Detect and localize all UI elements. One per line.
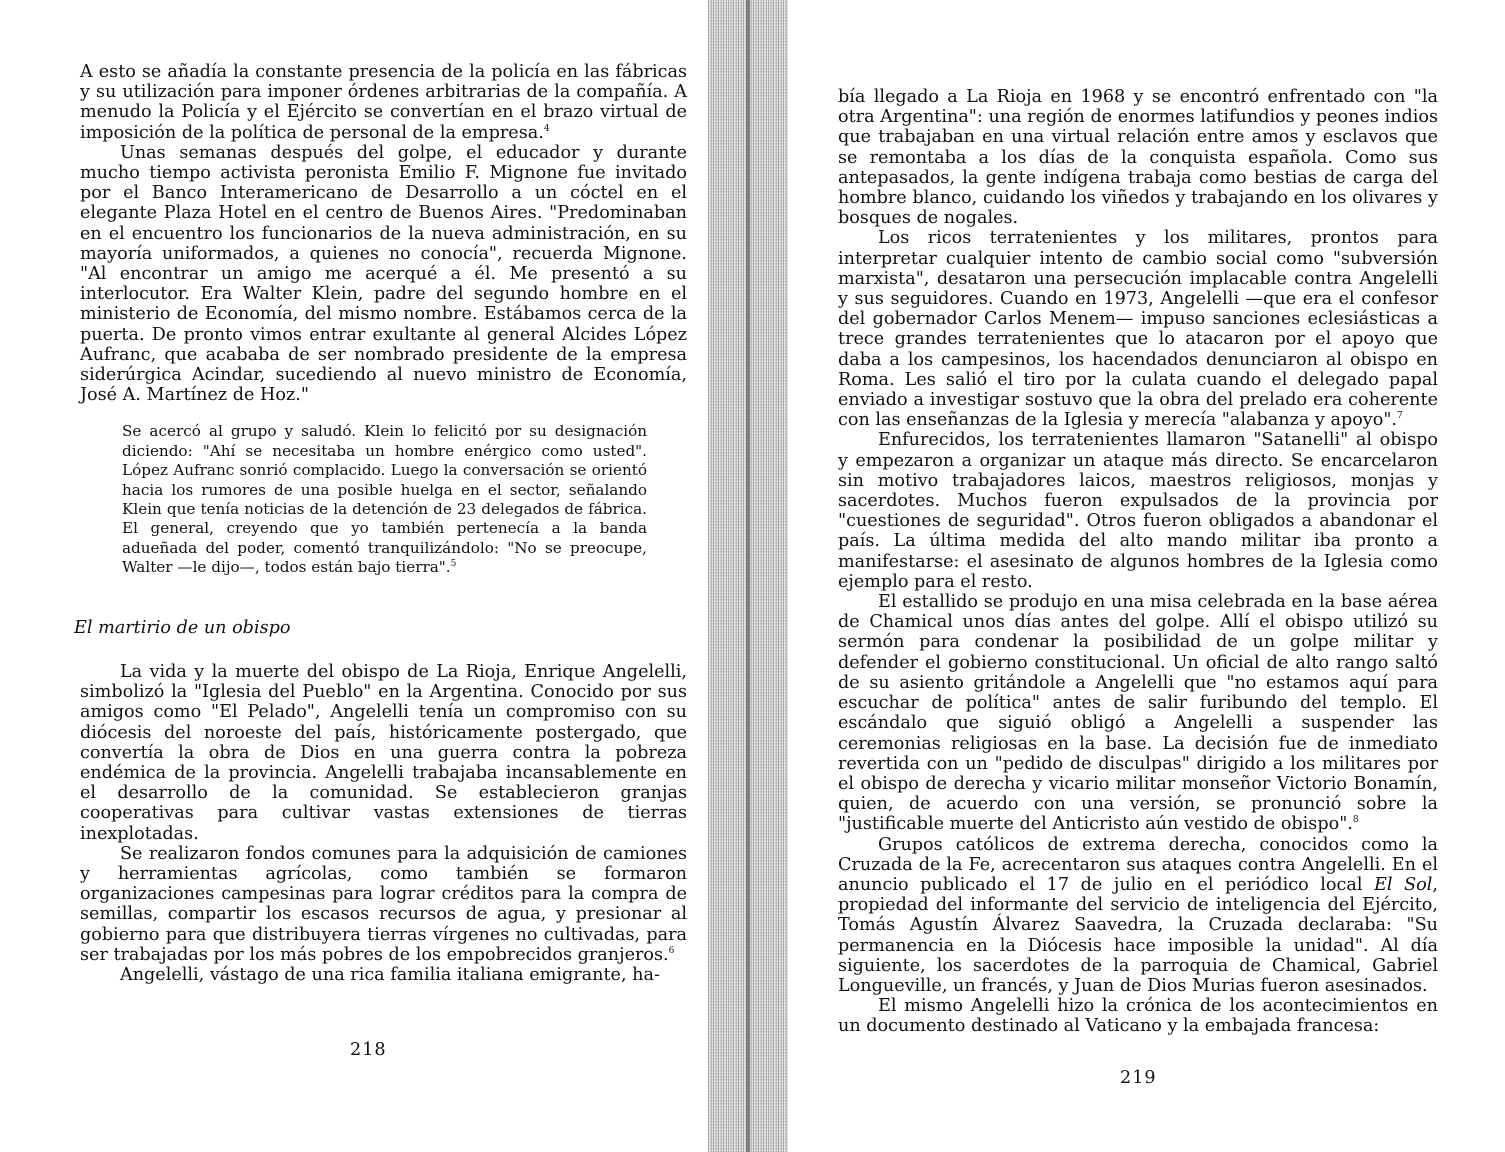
page-number: 219: [1120, 1068, 1157, 1088]
paragraph: bía llegado a La Rioja en 1968 y se encontró enfrentado con "la otra Argentina": una región de enormes latifundios y peones indios que trabajaban en una virtual relación entre amos y esclavos que se remontaba a los días de la conquista española. Como sus antepasados, la gente indígena trabaja como bestias de carga del hombre blanco, cuidando los viñedos y trabajando en los olivares y bosques de nogales.: [838, 87, 1438, 229]
paragraph: Enfurecidos, los terratenientes llamaron "Satanelli" al obispo y empezaron a organizar un ataque más directo. Se encarcelaron sin motivo trabajadores laicos, maestros religiosos, monjas y sacerdotes. Muchos fueron expulsados de la provincia por "cuestiones de seguridad". Otros fueron obligados a abandonar el país. La última medida del alto mando militar iba pronto a manifestarse: el asesinato de algunos hombres de la Iglesia como ejemplo para el resto.: [838, 430, 1438, 592]
paragraph: Unas semanas después del golpe, el educador y durante mucho tiempo activista peronista Emilio F. Mignone fue invitado por el Banco Interamericano de Desarrollo a un cóctel en el elegante Plaza Hotel en el centro de Buenos Aires. "Predominaban en el encuentro los funcionarios de la nueva administración, en su mayoría uniformados, a quienes no conocía", recuerda Mignone. "Al encontrar un amigo me acerqué a él. Me presentó a su interlocutor. Era Walter Klein, padre del segundo hombre en el ministerio de Economía, del mismo nombre. Estábamos cerca de la puerta. De pronto vimos entrar exultante al general Alcides López Aufranc, que acababa de ser nombrado presidente de la empresa siderúrgica Acindar, sucediendo al nuevo ministro de Economía, José A. Martínez de Hoz.": [80, 142, 687, 406]
left-page: [0, 0, 725, 1152]
paragraph: El estallido se produjo en una misa celebrada en la base aérea de Chamical unos días antes del golpe. Allí el obispo utilizó su sermón para condenar la posibilidad de un golpe militar y defender el gobierno constitucional. Un oficial de alto rango saltó de su asiento gritándole a Angelelli que "no estamos aquí para escuchar de política" antes de salir furibundo del templo. El escándalo que siguió obligó a Angelelli a suspender las ceremonias religiosas en la base. La decisión fue de inmediato revertida con un "pedido de disculpas" dirigido a los militares por el obispo de derecha y vicario militar monseñor Victorio Bonamín, quien, de acuerdo con una versión, se pronunció sobre la "justificable muerte del Anticristo aún vestido de obispo".$^8$: [838, 592, 1438, 835]
right-page-text: [838, 87, 1438, 1037]
left-page-text: [74, 62, 687, 985]
paragraph: La vida y la muerte del obispo de La Rioja, Enrique Angelelli, simbolizó la "Iglesia del Pueblo" en la Argentina. Conocido por sus amigos como "El Pelado", Angelelli tenía un compromiso con su diócesis del noroeste del país, históricamente postergado, que convertía la obra de Dios en una guerra contra la pobreza endémica de la provincia. Angelelli trabajaba incansablemente en el desarrollo de la comunidad. Se establecieron granjas cooperativas para cultivar vastas extensiones de tierras inexplotadas.: [80, 661, 687, 844]
footnote-marker: 4: [543, 123, 550, 134]
section-heading: El martirio de un obispo: [74, 617, 291, 638]
paragraph: Se realizaron fondos comunes para la adquisición de camiones y herramientas agrícolas, como también se formaron organizaciones campesinas para lograr créditos para la compra de semillas, compartir los escasos recursos de agua, y presionar al gobierno para que distribuyera tierras vírgenes no cultivadas, para ser trabajadas por los más pobres de los empobrecidos granjeros.$^6$: [80, 843, 687, 965]
footnote-marker: 5: [450, 559, 457, 570]
block-quote: Se acercó al grupo y saludó. Klein lo felicitó por su designación diciendo: "Ahí se necesitaba un hombre enérgico como usted". López Aufranc sonrió complacido. Luego la conversación se orientó hacia los rumores de una posible huelga en el sector, señalando Klein que tenía noticias de la detención de 23 delegados de fábrica. El general, creyendo que yo también pertenecía a la banda adueñada del poder, comentó tranquilizándolo: "No se preocupe, Walter —le dijo—, todos están bajo tierra".$^5$: [122, 422, 647, 577]
paragraph: Los ricos terratenientes y los militares, prontos para interpretar cualquier intento de cambio social como "subversión marxista", desataron una persecución implacable contra Angelelli y sus seguidores. Cuando en 1973, Angelelli —que era el confesor del gobernador Carlos Menem— impuso sanciones eclesiásticas a trece grandes terratenientes que lo atacaron por el apoyo que daba a los campesinos, los hacendados denunciaron al obispo en Roma. Les salió el tiro por la culata cuando el delegado papal enviado a investigar sostuvo que la obra del prelado era coherente con las enseñanzas de la Iglesia y merecía "alabanza y apoyo".$^7$: [838, 228, 1438, 431]
newspaper-title: El Sol: [1374, 874, 1433, 895]
paragraph: Angelelli, vástago de una rica familia italiana emigrante, ha-: [120, 964, 660, 985]
right-page: [775, 0, 1505, 1152]
paragraph: A esto se añadía la constante presencia de la policía en las fábricas y su utilización para imponer órdenes arbitrarias de la compañía. A menudo la Policía y el Ejército se convertían en el brazo virtual de imposición de la política de personal de la empresa.$^4$: [80, 62, 687, 143]
paragraph: El mismo Angelelli hizo la crónica de los acontecimientos en un documento destinado al Vaticano y la embajada francesa:: [838, 996, 1438, 1037]
page-number: 218: [350, 1040, 387, 1060]
paragraph: Grupos católicos de extrema derecha, conocidos como la Cruzada de la Fe, acrecentaron sus ataques contra Angelelli. En el anuncio publicado el 17 de julio en el periódico local El Sol, propiedad del informante del servicio de inteligencia del Ejército, Tomás Agustín Álvarez Saavedra, la Cruzada declaraba: "Su permanencia en la Diócesis hace imposible la unidad". Al día siguiente, los sacerdotes de la parroquia de Chamical, Gabriel Longueville, un francés, y Juan de Dios Murias fueron asesinados.: [838, 834, 1438, 996]
footnote-marker: 6: [668, 945, 675, 956]
footnote-marker: 8: [1352, 815, 1359, 826]
footnote-marker: 7: [1397, 411, 1403, 422]
